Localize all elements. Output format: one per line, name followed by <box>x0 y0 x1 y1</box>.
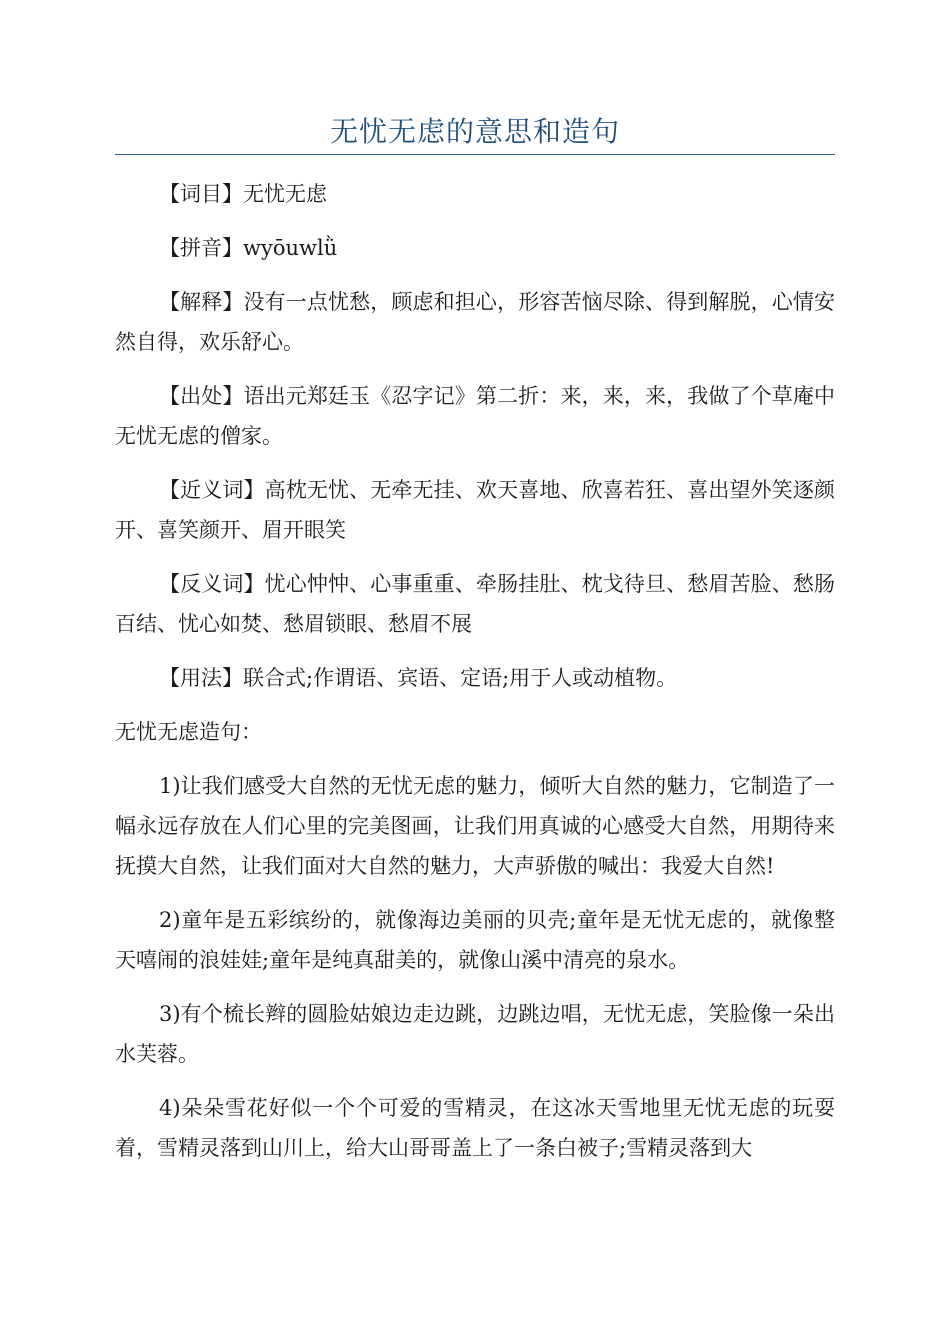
entry-source: 【出处】语出元郑廷玉《忍字记》第二折：来，来，来，我做了个草庵中无忧无虑的僧家。 <box>115 384 835 448</box>
entry-definition: 【解释】没有一点忧愁，顾虑和担心，形容苦恼尽除、得到解脱，心情安然自得，欢乐舒心。 <box>115 290 835 354</box>
examples-heading: 无忧无虑造句： <box>115 720 262 744</box>
example-sentence-3: 3)有个梳长辫的圆脸姑娘边走边跳，边跳边唱，无忧无虑，笑脸像一朵出水芙蓉。 <box>115 1002 835 1066</box>
entry-synonyms: 【近义词】高枕无忧、无牵无挂、欢天喜地、欣喜若狂、喜出望外笑逐颜开、喜笑颜开、眉开眼笑 <box>115 478 835 542</box>
document-body <box>115 174 835 1182</box>
example-sentence-4: 4)朵朵雪花好似一个个可爱的雪精灵，在这冰天雪地里无忧无虑的玩耍着，雪精灵落到山川上，给大山哥哥盖上了一条白被子;雪精灵落到大 <box>115 1096 835 1160</box>
entry-usage: 【用法】联合式;作谓语、宾语、定语;用于人或动植物。 <box>159 666 678 690</box>
entry-headword: 【词目】无忧无虑 <box>159 182 327 206</box>
title-underline <box>115 154 835 155</box>
entry-antonyms: 【反义词】忧心忡忡、心事重重、牵肠挂肚、枕戈待旦、愁眉苦脸、愁肠百结、忧心如焚、愁眉锁眼、愁眉不展 <box>115 572 835 636</box>
example-sentence-2: 2)童年是五彩缤纷的，就像海边美丽的贝壳;童年是无忧无虑的，就像整天嘻闹的浪娃娃;童年是纯真甜美的，就像山溪中清亮的泉水。 <box>115 908 835 972</box>
document-title: 无忧无虑的意思和造句 <box>329 115 620 148</box>
entry-pinyin: 【拼音】wyōuwlǜ <box>159 236 338 260</box>
example-sentence-1: 1)让我们感受大自然的无忧无虑的魅力，倾听大自然的魅力，它制造了一幅永远存放在人们心里的完美图画，让我们用真诚的心感受大自然，用期待来抚摸大自然，让我们面对大自然的魅力，大声骄傲的喊出：我爱大自然! <box>115 774 835 878</box>
